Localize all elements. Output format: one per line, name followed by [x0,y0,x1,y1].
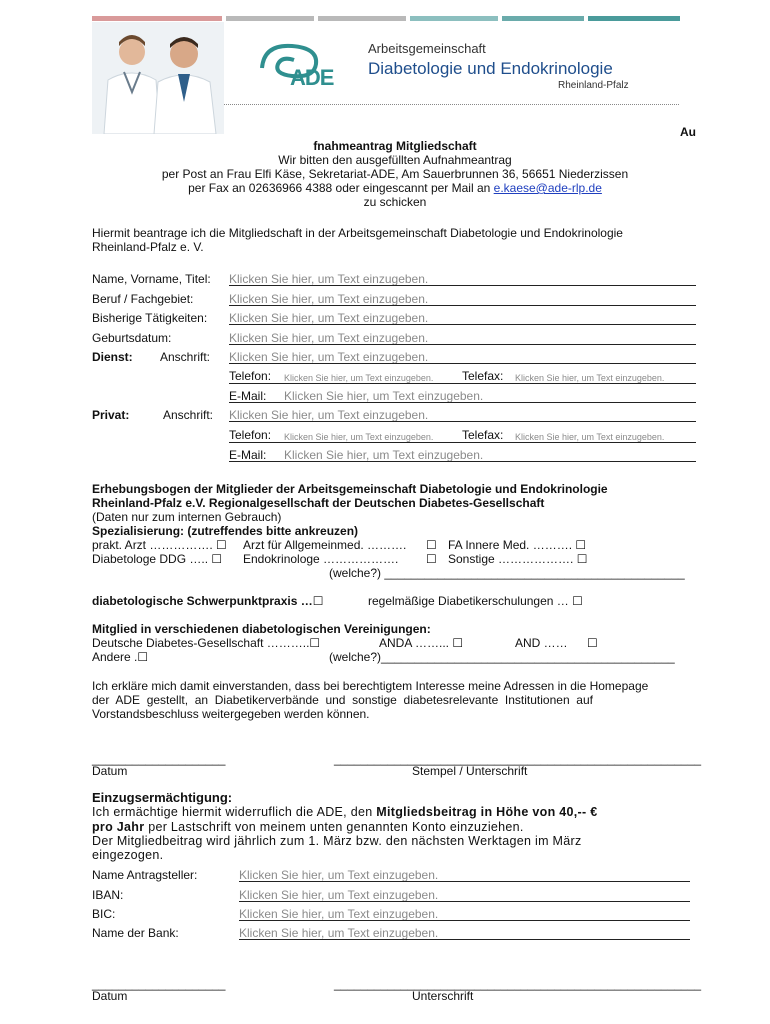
verein-anda [379,636,463,650]
label-privat-email: E-Mail: [229,448,267,462]
opt-endokrinologe [243,552,398,566]
label-dienst-telefon: Telefon: [229,369,272,383]
top-bar-red [92,16,222,21]
welche-field-1[interactable]: (welche?) _____________________________________________ [329,566,685,580]
welche-field-2[interactable]: (welche?)____________________________________________ [329,650,675,664]
and-checkbox[interactable]: ☐ [587,636,598,650]
ddg-checkbox[interactable]: ☐ [309,636,321,650]
privat-telefon-underline [229,442,696,443]
label-bic: BIC: [92,907,116,921]
label-dienst: Dienst: [92,350,133,364]
bank-field[interactable]: Klicken Sie hier, um Text einzugeben. [239,926,439,940]
header-divider [224,104,679,105]
org-line1: Arbeitsgemeinschaft [368,41,486,56]
label-privat-telefon: Telefon: [229,428,272,442]
label-privat-telefax: Telefax: [462,428,504,442]
consent-line1: Ich erkläre mich damit einverstanden, dass bei berechtigtem Interesse meine Adressen in die Homepage [92,679,649,693]
opt-prakt-arzt [92,538,227,552]
anda-checkbox[interactable]: ☐ [452,636,464,650]
title-line3-text: per Fax an 02636966 4388 oder eingescannt per Mail an [188,181,494,195]
name-underline [229,285,696,286]
opt-allgemeinmed [243,538,406,552]
stempel-line[interactable]: _______________________________________________________ [334,752,702,766]
sepa-line1 [92,805,598,819]
schulungen-checkbox[interactable]: ☐ [572,594,583,608]
label-privat: Privat: [92,408,130,422]
taetigkeiten-field[interactable]: Klicken Sie hier, um Text einzugeben. [229,311,429,325]
dienst-telefon-underline [229,383,696,384]
opt-sonstige [448,552,587,566]
sonstige-checkbox[interactable]: ☐ [576,552,588,566]
schulungen [368,594,583,608]
dienst-email-field[interactable]: Klicken Sie hier, um Text einzugeben. [284,389,484,403]
verein-title: Mitglied in verschiedenen diabetologischen Vereinigungen: [92,622,431,636]
stempel-label: Stempel / Unterschrift [412,764,528,778]
sepa-line2-bold: pro Jahr [92,820,145,834]
antragsteller-underline [239,881,690,882]
bic-underline [239,920,690,921]
privat-telefon-field[interactable]: Klicken Sie hier, um Text einzugeben. [284,432,434,442]
spec-title: Spezialisierung: (zutreffendes bitte ankreuzen) [92,524,359,538]
title-line4: zu schicken [363,195,427,209]
label-dienst-anschrift: Anschrift: [160,350,211,364]
geburt-field[interactable]: Klicken Sie hier, um Text einzugeben. [229,331,429,345]
label-dienst-email: E-Mail: [229,389,267,403]
email-link[interactable]: e.kaese@ade-rlp.de [493,181,602,195]
doctors-photo [92,22,224,134]
sepa-line1-bold: Mitgliedsbeitrag in Höhe von 40,-- € [376,805,598,819]
opt-innere-label: FA Innere Med. ………. [448,538,573,552]
andere-label: Andere . [92,650,138,664]
label-beruf: Beruf / Fachgebiet: [92,292,194,306]
anda-label: ANDA ……... [379,636,450,650]
ade-logo-text: ADE [290,65,334,90]
dienst-telefax-field[interactable]: Klicken Sie hier, um Text einzugeben. [515,373,665,383]
prakt-arzt-checkbox[interactable]: ☐ [216,538,227,552]
sepa-line2 [92,820,524,834]
opt-innere [448,538,586,552]
sepa-line4: eingezogen. [92,848,164,862]
top-bar-teal-1 [410,16,498,21]
title-line1: Wir bitten den ausgefüllten Aufnahmeantrag [278,153,512,167]
sepa-line3: Der Mitgliedbeitrag wird jährlich zum 1. März bzw. den nächsten Werktagen im März [92,834,582,848]
beruf-field[interactable]: Klicken Sie hier, um Text einzugeben. [229,292,429,306]
geburt-underline [229,344,696,345]
schulungen-label: regelmäßige Diabetikerschulungen … [368,594,569,608]
privat-email-field[interactable]: Klicken Sie hier, um Text einzugeben. [284,448,484,462]
opt-diabetologe-label: Diabetologe DDG ….. [92,552,209,566]
opt-allgemeinmed-label: Arzt für Allgemeinmed. ………. [243,538,407,552]
and-label: AND …… [515,636,568,650]
antragsteller-field[interactable]: Klicken Sie hier, um Text einzugeben. [239,868,439,882]
top-bar-teal-2 [502,16,584,21]
consent-line3: Vorstandsbeschluss weitergegeben werden können. [92,707,370,721]
label-name: Name, Vorname, Titel: [92,272,211,286]
label-iban: IBAN: [92,888,124,902]
intro-line2: Rheinland-Pfalz e. V. [92,240,204,254]
unterschrift-line[interactable]: _______________________________________________________ [334,977,702,991]
sepa-line1-text: Ich ermächtige hiermit widerruflich die ADE, den [92,805,377,819]
diabetologe-checkbox[interactable]: ☐ [211,552,223,566]
opt-sonstige-label: Sonstige ………………. [448,552,574,566]
survey-note: (Daten nur zum internen Gebrauch) [92,510,282,524]
ddg-label: Deutsche Diabetes-Gesellschaft ……….. [92,636,310,650]
iban-underline [239,901,690,902]
dienst-telefon-field[interactable]: Klicken Sie hier, um Text einzugeben. [284,373,434,383]
survey-title1: Erhebungsbogen der Mitglieder der Arbeitsgemeinschaft Diabetologie und Endokrinologie [92,482,608,496]
endokrinologe-checkbox[interactable]: ☐ [426,552,437,566]
taetigkeiten-underline [229,324,696,325]
dienst-email-underline [229,402,696,403]
opt-diabetologe [92,552,222,566]
consent-line2: der ADE gestellt, an Diabetikerverbände und sonstige diabetesrelevante Institutionen auf [92,693,593,707]
andere-checkbox[interactable]: ☐ [137,650,149,664]
opt-endokrinologe-label: Endokrinologe ………………. [243,552,399,566]
label-dienst-telefax: Telefax: [462,369,504,383]
privat-anschrift-field[interactable]: Klicken Sie hier, um Text einzugeben. [229,408,429,422]
org-line3: Rheinland-Pfalz [558,80,629,91]
bank-underline [239,939,690,940]
datum-label-2: Datum [92,989,128,1003]
bic-field[interactable]: Klicken Sie hier, um Text einzugeben. [239,907,439,921]
sepa-title: Einzugsermächtigung: [92,790,233,805]
privat-email-underline [229,461,696,462]
datum-label-1: Datum [92,764,128,778]
sepa-line2-text: per Lastschrift von meinem unten genannten Konto einzuziehen. [144,820,524,834]
verein-ddg [92,636,320,650]
intro-line1: Hiermit beantrage ich die Mitgliedschaft in der Arbeitsgemeinschaft Diabetologie und Endokrinologie [92,226,623,240]
opt-prakt-arzt-label: prakt. Arzt ……………. [92,538,213,552]
schwerpunkt-checkbox[interactable]: ☐ [312,594,324,608]
dienst-anschrift-underline [229,363,696,364]
title-au: Au [680,125,696,139]
label-privat-anschrift: Anschrift: [163,408,214,422]
schwerpunkt [92,594,323,608]
beruf-underline [229,305,696,306]
org-line2: Diabetologie und Endokrinologie [368,59,613,78]
verein-and [515,636,568,650]
allgemeinmed-checkbox[interactable]: ☐ [426,538,437,552]
form-title: fnahmeantrag Mitgliedschaft [313,139,477,153]
header [92,22,682,134]
unterschrift-label: Unterschrift [412,989,474,1003]
top-bar-grey-2 [318,16,406,21]
privat-anschrift-underline [229,421,696,422]
datum-line-1[interactable]: ____________________ [92,752,226,766]
schwerpunkt-label: diabetologische Schwerpunktpraxis … [92,594,313,608]
label-bank: Name der Bank: [92,926,179,940]
datum-line-2[interactable]: ____________________ [92,977,226,991]
top-bar-grey-1 [226,16,314,21]
top-bar-teal-3 [588,16,680,21]
iban-field[interactable]: Klicken Sie hier, um Text einzugeben. [239,888,439,902]
label-geburt: Geburtsdatum: [92,331,172,345]
dienst-anschrift-field[interactable]: Klicken Sie hier, um Text einzugeben. [229,350,429,364]
survey-title2: Rheinland-Pfalz e.V. Regionalgesellschaft der Deutschen Diabetes-Gesellschaft [92,496,545,510]
label-antragsteller: Name Antragsteller: [92,868,198,882]
privat-telefax-field[interactable]: Klicken Sie hier, um Text einzugeben. [515,432,665,442]
title-line3 [0,181,770,195]
label-taetigkeiten: Bisherige Tätigkeiten: [92,311,208,325]
title-line2: per Post an Frau Elfi Käse, Sekretariat-ADE, Am Sauerbrunnen 36, 56651 Niederzissen [161,167,629,181]
verein-andere [92,650,148,664]
innere-checkbox[interactable]: ☐ [575,538,587,552]
name-field[interactable]: Klicken Sie hier, um Text einzugeben. [229,272,429,286]
